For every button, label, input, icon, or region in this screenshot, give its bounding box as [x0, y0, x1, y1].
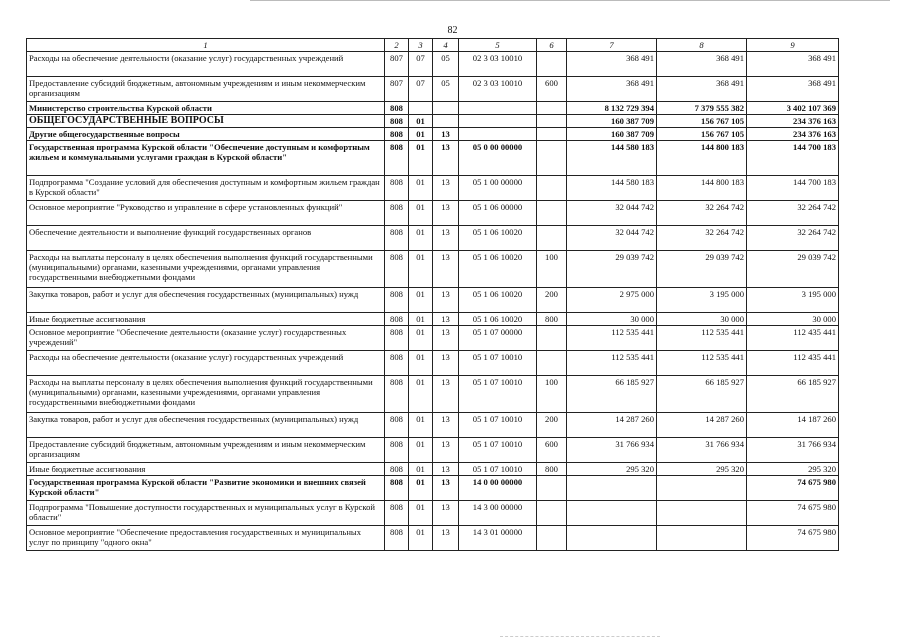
table-row: [27, 102, 839, 115]
code-section-cell: 01: [409, 501, 433, 526]
table-row: [27, 251, 839, 288]
code-target-cell: 14 3 00 00000: [459, 501, 537, 526]
code-type-cell: 800: [537, 463, 567, 476]
row-name-cell: Предоставление субсидий бюджетным, автономным учреждениям и иным некоммерческим организациям: [27, 77, 385, 102]
column-header: 4: [433, 39, 459, 52]
code-admin-cell: 808: [385, 226, 409, 251]
amount-col9-cell: 368 491: [747, 52, 839, 77]
table-row: [27, 52, 839, 77]
table-row: [27, 226, 839, 251]
amount-col8-cell: 31 766 934: [657, 438, 747, 463]
row-name-cell: ОБЩЕГОСУДАРСТВЕННЫЕ ВОПРОСЫ: [27, 115, 385, 128]
code-subsection-cell: 13: [433, 226, 459, 251]
row-name-cell: Министерство строительства Курской области: [27, 102, 385, 115]
code-admin-cell: 808: [385, 463, 409, 476]
code-target-cell: 14 0 00 00000: [459, 476, 537, 501]
table-row: [27, 376, 839, 413]
code-admin-cell: 808: [385, 476, 409, 501]
amount-col9-cell: 32 264 742: [747, 201, 839, 226]
code-section-cell: 01: [409, 351, 433, 376]
code-target-cell: [459, 128, 537, 141]
code-subsection-cell: 13: [433, 463, 459, 476]
code-target-cell: 05 1 06 10020: [459, 288, 537, 313]
code-target-cell: 14 3 01 00000: [459, 526, 537, 551]
amount-col7-cell: 112 535 441: [567, 326, 657, 351]
amount-col9-cell: 14 187 260: [747, 413, 839, 438]
row-name-cell: Иные бюджетные ассигнования: [27, 463, 385, 476]
code-type-cell: 600: [537, 438, 567, 463]
code-target-cell: [459, 102, 537, 115]
code-section-cell: 01: [409, 526, 433, 551]
amount-col8-cell: 295 320: [657, 463, 747, 476]
row-name-cell: Основное мероприятие "Руководство и управление в сфере установленных функций": [27, 201, 385, 226]
amount-col9-cell: 144 700 183: [747, 141, 839, 176]
amount-col8-cell: 7 379 555 382: [657, 102, 747, 115]
code-target-cell: 05 1 07 10010: [459, 413, 537, 438]
code-type-cell: [537, 102, 567, 115]
amount-col7-cell: 144 580 183: [567, 176, 657, 201]
amount-col9-cell: 295 320: [747, 463, 839, 476]
code-type-cell: [537, 115, 567, 128]
code-subsection-cell: 13: [433, 251, 459, 288]
code-type-cell: [537, 351, 567, 376]
code-type-cell: 100: [537, 251, 567, 288]
code-subsection-cell: [433, 102, 459, 115]
table-row: [27, 115, 839, 128]
code-admin-cell: 808: [385, 115, 409, 128]
amount-col9-cell: 29 039 742: [747, 251, 839, 288]
amount-col9-cell: 368 491: [747, 77, 839, 102]
code-subsection-cell: 13: [433, 351, 459, 376]
code-admin-cell: 808: [385, 141, 409, 176]
code-admin-cell: 808: [385, 326, 409, 351]
column-header: 2: [385, 39, 409, 52]
amount-col7-cell: 2 975 000: [567, 288, 657, 313]
code-subsection-cell: 13: [433, 476, 459, 501]
code-subsection-cell: 13: [433, 376, 459, 413]
code-target-cell: 05 1 06 10020: [459, 313, 537, 326]
code-section-cell: 01: [409, 376, 433, 413]
row-name-cell: Основное мероприятие "Обеспечение предоставления государственных и муниципальных услуг по принципу "одного окна": [27, 526, 385, 551]
scan-artifact: [500, 636, 660, 637]
row-name-cell: Закупка товаров, работ и услуг для обеспечения государственных (муниципальных) нужд: [27, 413, 385, 438]
code-subsection-cell: 05: [433, 77, 459, 102]
amount-col8-cell: 3 195 000: [657, 288, 747, 313]
table-row: [27, 176, 839, 201]
code-target-cell: 05 1 06 00000: [459, 201, 537, 226]
table-row: [27, 201, 839, 226]
code-target-cell: 05 1 06 10020: [459, 226, 537, 251]
row-name-cell: Расходы на обеспечение деятельности (оказание услуг) государственных учреждений: [27, 351, 385, 376]
amount-col7-cell: 368 491: [567, 77, 657, 102]
table-row: [27, 326, 839, 351]
code-type-cell: 200: [537, 288, 567, 313]
code-admin-cell: 808: [385, 376, 409, 413]
code-section-cell: 01: [409, 313, 433, 326]
code-section-cell: 07: [409, 77, 433, 102]
amount-col9-cell: 74 675 980: [747, 476, 839, 501]
table-row: [27, 288, 839, 313]
amount-col8-cell: 32 264 742: [657, 201, 747, 226]
code-section-cell: 01: [409, 226, 433, 251]
column-header: 7: [567, 39, 657, 52]
code-subsection-cell: 13: [433, 141, 459, 176]
amount-col9-cell: 112 435 441: [747, 326, 839, 351]
row-name-cell: Расходы на выплаты персоналу в целях обеспечения выполнения функций государственными (муниципальными) органами, казенными учреждениями, органами управления государственными внебюджетными фондами: [27, 251, 385, 288]
table-row: [27, 438, 839, 463]
code-section-cell: 01: [409, 463, 433, 476]
code-section-cell: 01: [409, 128, 433, 141]
table-row: [27, 313, 839, 326]
scan-top-border: [250, 0, 890, 1]
table-row: [27, 476, 839, 501]
code-admin-cell: 808: [385, 128, 409, 141]
code-type-cell: 600: [537, 77, 567, 102]
row-name-cell: Закупка товаров, работ и услуг для обеспечения государственных (муниципальных) нужд: [27, 288, 385, 313]
row-name-cell: Подпрограмма "Повышение доступности государственных и муниципальных услуг в Курской области": [27, 501, 385, 526]
column-header: 1: [27, 39, 385, 52]
table-row: [27, 413, 839, 438]
amount-col7-cell: [567, 526, 657, 551]
row-name-cell: Государственная программа Курской области "Обеспечение доступным и комфортным жильем и коммунальными услугами граждан в Курской области": [27, 141, 385, 176]
code-subsection-cell: 13: [433, 438, 459, 463]
page-number: 82: [447, 25, 458, 36]
amount-col9-cell: 31 766 934: [747, 438, 839, 463]
code-type-cell: [537, 128, 567, 141]
code-section-cell: [409, 102, 433, 115]
code-subsection-cell: 13: [433, 313, 459, 326]
amount-col9-cell: 66 185 927: [747, 376, 839, 413]
amount-col7-cell: 32 044 742: [567, 201, 657, 226]
code-admin-cell: 808: [385, 501, 409, 526]
amount-col7-cell: 14 287 260: [567, 413, 657, 438]
table-header-row: [27, 39, 839, 52]
amount-col8-cell: 112 535 441: [657, 351, 747, 376]
row-name-cell: Основное мероприятие "Обеспечение деятельности (оказание услуг) государственных учреждений": [27, 326, 385, 351]
table-row: [27, 77, 839, 102]
code-type-cell: [537, 226, 567, 251]
row-name-cell: Предоставление субсидий бюджетным, автономным учреждениям и иным некоммерческим организациям: [27, 438, 385, 463]
code-target-cell: 05 1 00 00000: [459, 176, 537, 201]
code-admin-cell: 808: [385, 438, 409, 463]
amount-col8-cell: 112 535 441: [657, 326, 747, 351]
code-type-cell: 800: [537, 313, 567, 326]
code-type-cell: [537, 326, 567, 351]
amount-col8-cell: 30 000: [657, 313, 747, 326]
code-subsection-cell: 13: [433, 501, 459, 526]
code-section-cell: 01: [409, 141, 433, 176]
code-subsection-cell: 13: [433, 413, 459, 438]
amount-col7-cell: 160 387 709: [567, 128, 657, 141]
code-subsection-cell: 13: [433, 326, 459, 351]
code-section-cell: 01: [409, 251, 433, 288]
code-admin-cell: 808: [385, 526, 409, 551]
code-target-cell: 05 1 07 10010: [459, 438, 537, 463]
code-section-cell: 07: [409, 52, 433, 77]
amount-col7-cell: [567, 476, 657, 501]
amount-col9-cell: 30 000: [747, 313, 839, 326]
code-admin-cell: 808: [385, 251, 409, 288]
code-admin-cell: 808: [385, 413, 409, 438]
amount-col7-cell: 295 320: [567, 463, 657, 476]
amount-col9-cell: 74 675 980: [747, 526, 839, 551]
amount-col9-cell: 234 376 163: [747, 128, 839, 141]
row-name-cell: Расходы на обеспечение деятельности (оказание услуг) государственных учреждений: [27, 52, 385, 77]
code-admin-cell: 808: [385, 288, 409, 313]
code-section-cell: 01: [409, 176, 433, 201]
row-name-cell: Расходы на выплаты персоналу в целях обеспечения выполнения функций государственными (муниципальными) органами, казенными учреждениями, органами управления государственными внебюджетными фондами: [27, 376, 385, 413]
code-admin-cell: 808: [385, 351, 409, 376]
code-section-cell: 01: [409, 476, 433, 501]
amount-col9-cell: 32 264 742: [747, 226, 839, 251]
code-admin-cell: 808: [385, 313, 409, 326]
code-section-cell: 01: [409, 201, 433, 226]
code-subsection-cell: 13: [433, 288, 459, 313]
code-section-cell: 01: [409, 288, 433, 313]
amount-col7-cell: 112 535 441: [567, 351, 657, 376]
code-target-cell: 05 1 06 10020: [459, 251, 537, 288]
code-type-cell: [537, 176, 567, 201]
code-subsection-cell: 13: [433, 526, 459, 551]
code-section-cell: 01: [409, 115, 433, 128]
amount-col8-cell: [657, 526, 747, 551]
code-target-cell: 05 1 07 10010: [459, 463, 537, 476]
amount-col8-cell: 144 800 183: [657, 141, 747, 176]
amount-col7-cell: 66 185 927: [567, 376, 657, 413]
code-type-cell: [537, 52, 567, 77]
code-target-cell: 05 1 07 10010: [459, 351, 537, 376]
table-row: [27, 501, 839, 526]
amount-col7-cell: 31 766 934: [567, 438, 657, 463]
amount-col7-cell: 160 387 709: [567, 115, 657, 128]
code-section-cell: 01: [409, 326, 433, 351]
code-admin-cell: 807: [385, 77, 409, 102]
code-target-cell: 02 3 03 10010: [459, 52, 537, 77]
amount-col8-cell: [657, 476, 747, 501]
table-row: [27, 128, 839, 141]
amount-col8-cell: 14 287 260: [657, 413, 747, 438]
code-type-cell: [537, 476, 567, 501]
amount-col7-cell: 8 132 729 394: [567, 102, 657, 115]
amount-col7-cell: 32 044 742: [567, 226, 657, 251]
code-subsection-cell: 13: [433, 201, 459, 226]
code-section-cell: 01: [409, 413, 433, 438]
code-target-cell: 05 0 00 00000: [459, 141, 537, 176]
row-name-cell: Другие общегосударственные вопросы: [27, 128, 385, 141]
budget-table: [26, 38, 839, 551]
table-row: [27, 141, 839, 176]
amount-col7-cell: 144 580 183: [567, 141, 657, 176]
amount-col8-cell: 66 185 927: [657, 376, 747, 413]
table-row: [27, 463, 839, 476]
table-row: [27, 526, 839, 551]
code-admin-cell: 808: [385, 201, 409, 226]
column-header: 9: [747, 39, 839, 52]
code-target-cell: 05 1 07 00000: [459, 326, 537, 351]
row-name-cell: Обеспечение деятельности и выполнение функций государственных органов: [27, 226, 385, 251]
amount-col8-cell: 156 767 105: [657, 128, 747, 141]
amount-col9-cell: 144 700 183: [747, 176, 839, 201]
code-target-cell: 02 3 03 10010: [459, 77, 537, 102]
code-admin-cell: 808: [385, 176, 409, 201]
column-header: 6: [537, 39, 567, 52]
code-target-cell: 05 1 07 10010: [459, 376, 537, 413]
column-header: 3: [409, 39, 433, 52]
row-name-cell: Подпрограмма "Создание условий для обеспечения доступным и комфортным жильем граждан в Курской области": [27, 176, 385, 201]
code-section-cell: 01: [409, 438, 433, 463]
row-name-cell: Иные бюджетные ассигнования: [27, 313, 385, 326]
amount-col9-cell: 3 195 000: [747, 288, 839, 313]
row-name-cell: Государственная программа Курской области "Развитие экономики и внешних связей Курской области": [27, 476, 385, 501]
column-header: 8: [657, 39, 747, 52]
amount-col9-cell: 74 675 980: [747, 501, 839, 526]
code-admin-cell: 808: [385, 102, 409, 115]
amount-col8-cell: 156 767 105: [657, 115, 747, 128]
code-target-cell: [459, 115, 537, 128]
code-subsection-cell: 13: [433, 176, 459, 201]
amount-col8-cell: 144 800 183: [657, 176, 747, 201]
code-subsection-cell: 05: [433, 52, 459, 77]
amount-col7-cell: [567, 501, 657, 526]
amount-col8-cell: [657, 501, 747, 526]
code-type-cell: 200: [537, 413, 567, 438]
amount-col8-cell: 32 264 742: [657, 226, 747, 251]
amount-col9-cell: 3 402 107 369: [747, 102, 839, 115]
amount-col7-cell: 368 491: [567, 52, 657, 77]
amount-col7-cell: 29 039 742: [567, 251, 657, 288]
amount-col8-cell: 368 491: [657, 77, 747, 102]
code-type-cell: [537, 501, 567, 526]
code-type-cell: [537, 526, 567, 551]
code-subsection-cell: 13: [433, 128, 459, 141]
code-admin-cell: 807: [385, 52, 409, 77]
table-row: [27, 351, 839, 376]
amount-col7-cell: 30 000: [567, 313, 657, 326]
amount-col9-cell: 234 376 163: [747, 115, 839, 128]
amount-col9-cell: 112 435 441: [747, 351, 839, 376]
code-subsection-cell: [433, 115, 459, 128]
amount-col8-cell: 29 039 742: [657, 251, 747, 288]
code-type-cell: [537, 141, 567, 176]
code-type-cell: 100: [537, 376, 567, 413]
column-header: 5: [459, 39, 537, 52]
code-type-cell: [537, 201, 567, 226]
amount-col8-cell: 368 491: [657, 52, 747, 77]
